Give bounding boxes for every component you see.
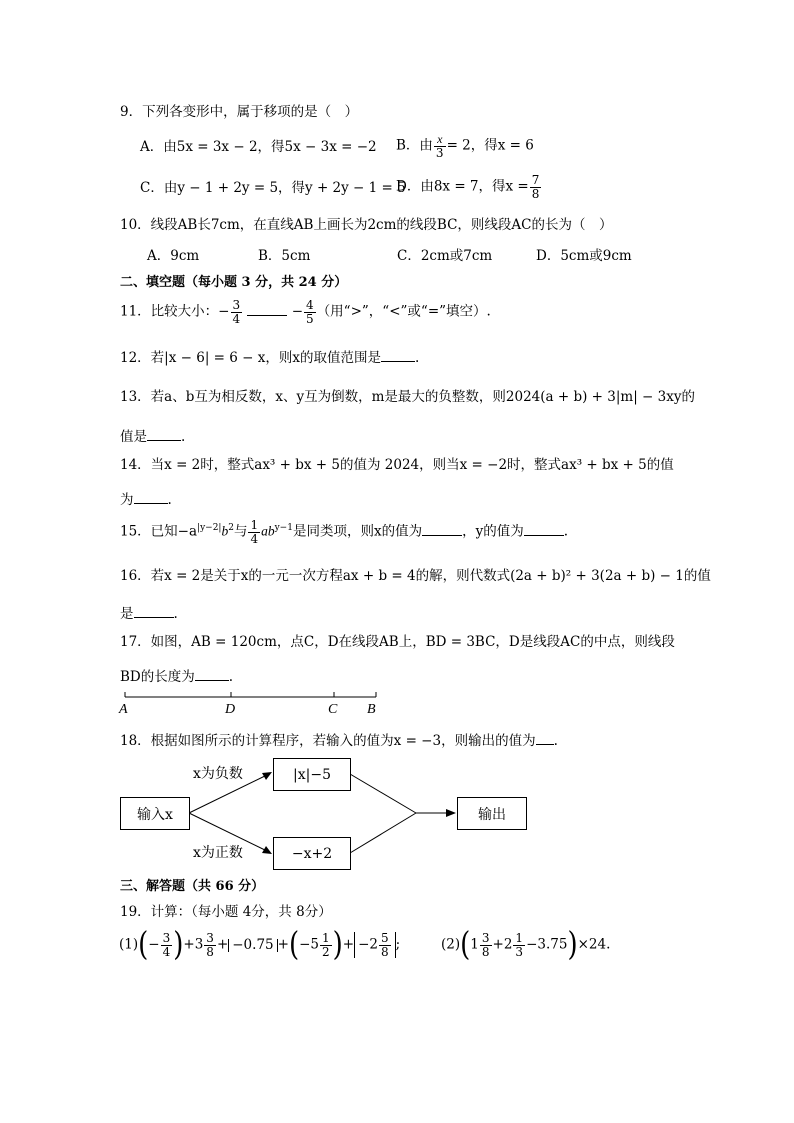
answer-blank: [536, 732, 554, 745]
flow-abs-box: |x|−5: [273, 758, 351, 791]
q19-part2: (2)(1 $\frac{3}{8}$ +2 $\frac{1}{3}$ −3.75)×24.: [441, 926, 611, 964]
q10-option-c: C．2cm或7cm: [397, 248, 493, 264]
q11: 11．比较大小：− $\frac{3}{4}$ − $\frac{4}{5}$ （用“>”，“<”或“=”填空）.: [120, 298, 491, 326]
q17-line2: BD的长度为 .: [120, 669, 234, 685]
flow-input-box: 输入x: [120, 797, 190, 830]
section-title-solve: 三、解答题（共 66 分）: [120, 879, 265, 894]
q9-option-a: A．由5x = 3x − 2，得5x − 3x = −2: [140, 139, 377, 155]
q9-option-b: B．由 $\frac{x}{3}$ = 2，得x = 6: [396, 132, 534, 160]
q13-line2: 值是 .: [120, 429, 186, 445]
q10-stem: 10．线段AB长7cm，在直线AB上画长为2cm的线段BC，则线段AC的长为（ ）: [120, 217, 613, 233]
q10-option-d: D．5cm或9cm: [536, 248, 632, 264]
point-label-b: B: [367, 702, 376, 717]
merge-bottom: [350, 813, 416, 853]
q10-option-a: A．9cm: [147, 248, 200, 264]
q16-line2: 是 .: [120, 606, 178, 622]
q9-stem: 9．下列各变形中，属于移项的是（ ）: [120, 104, 359, 120]
q12: 12．若|x − 6| = 6 − x，则x的取值范围是 .: [120, 350, 420, 366]
fraction: $\frac{x}{3}$: [435, 132, 444, 160]
fraction: $\frac{7}{8}$: [531, 173, 540, 201]
section-title-fill-blank: 二、填空题（每小题 3 分，共 24 分）: [120, 275, 348, 290]
arrowhead-bottom: [262, 846, 272, 854]
q14-line1: 14．当x = 2时，整式ax³ + bx + 5的值为 2024，则当x = −2时，整式ax³ + bx + 5的值: [120, 457, 674, 473]
flow-neg-plus-box: −x+2: [273, 837, 351, 870]
point-label-a: A: [119, 702, 128, 717]
point-label-d: D: [225, 702, 236, 717]
q9-option-c: C．由y − 1 + 2y = 5，得y + 2y − 1 = 5: [140, 180, 406, 196]
flow-label-positive: x为正数: [193, 845, 243, 861]
q15: 15．已知$-a^{|y-2|}b^2$与 $\frac{1}{4}$ $ab^{y-1}$是同类项，则x的值为 ，y的值为 .: [120, 518, 569, 546]
q13-line1: 13．若a、b互为相反数，x、y互为倒数，m是最大的负整数，则2024(a + b) + 3|m| − 3xy的: [120, 389, 695, 405]
arrowhead-output: [446, 809, 456, 817]
flow-output-box: 输出: [457, 797, 527, 830]
q10-option-b: B．5cm: [258, 248, 311, 264]
flow-label-negative: x为负数: [193, 766, 243, 782]
q19-part1: (1)(− $\frac{3}{4}$ )+3 $\frac{3}{8}$ + −0.75 +(−5 $\frac{1}{2}$ )+ −2 $\frac{5}{8}$ ;: [119, 926, 401, 964]
q17-line1: 17．如图，AB = 120cm，点C，D在线段AB上，BD = 3BC，D是线段AC的中点，则线段: [120, 634, 675, 650]
point-label-c: C: [328, 702, 338, 717]
q9-option-d: D．由8x = 7，得x = $\frac{7}{8}$: [396, 173, 540, 201]
arrowhead-top: [262, 772, 272, 780]
q16-line1: 16．若x = 2是关于x的一元一次方程ax + b = 4的解，则代数式(2a + b)² + 3(2a + b) − 1的值: [120, 568, 711, 584]
merge-top: [350, 774, 416, 813]
q19-stem: 19．计算：（每小题 4分，共 8分）: [120, 904, 332, 920]
q14-line2: 为 .: [120, 492, 172, 508]
q18: 18．根据如图所示的计算程序，若输入的值为x = −3，则输出的值为 .: [120, 733, 558, 749]
